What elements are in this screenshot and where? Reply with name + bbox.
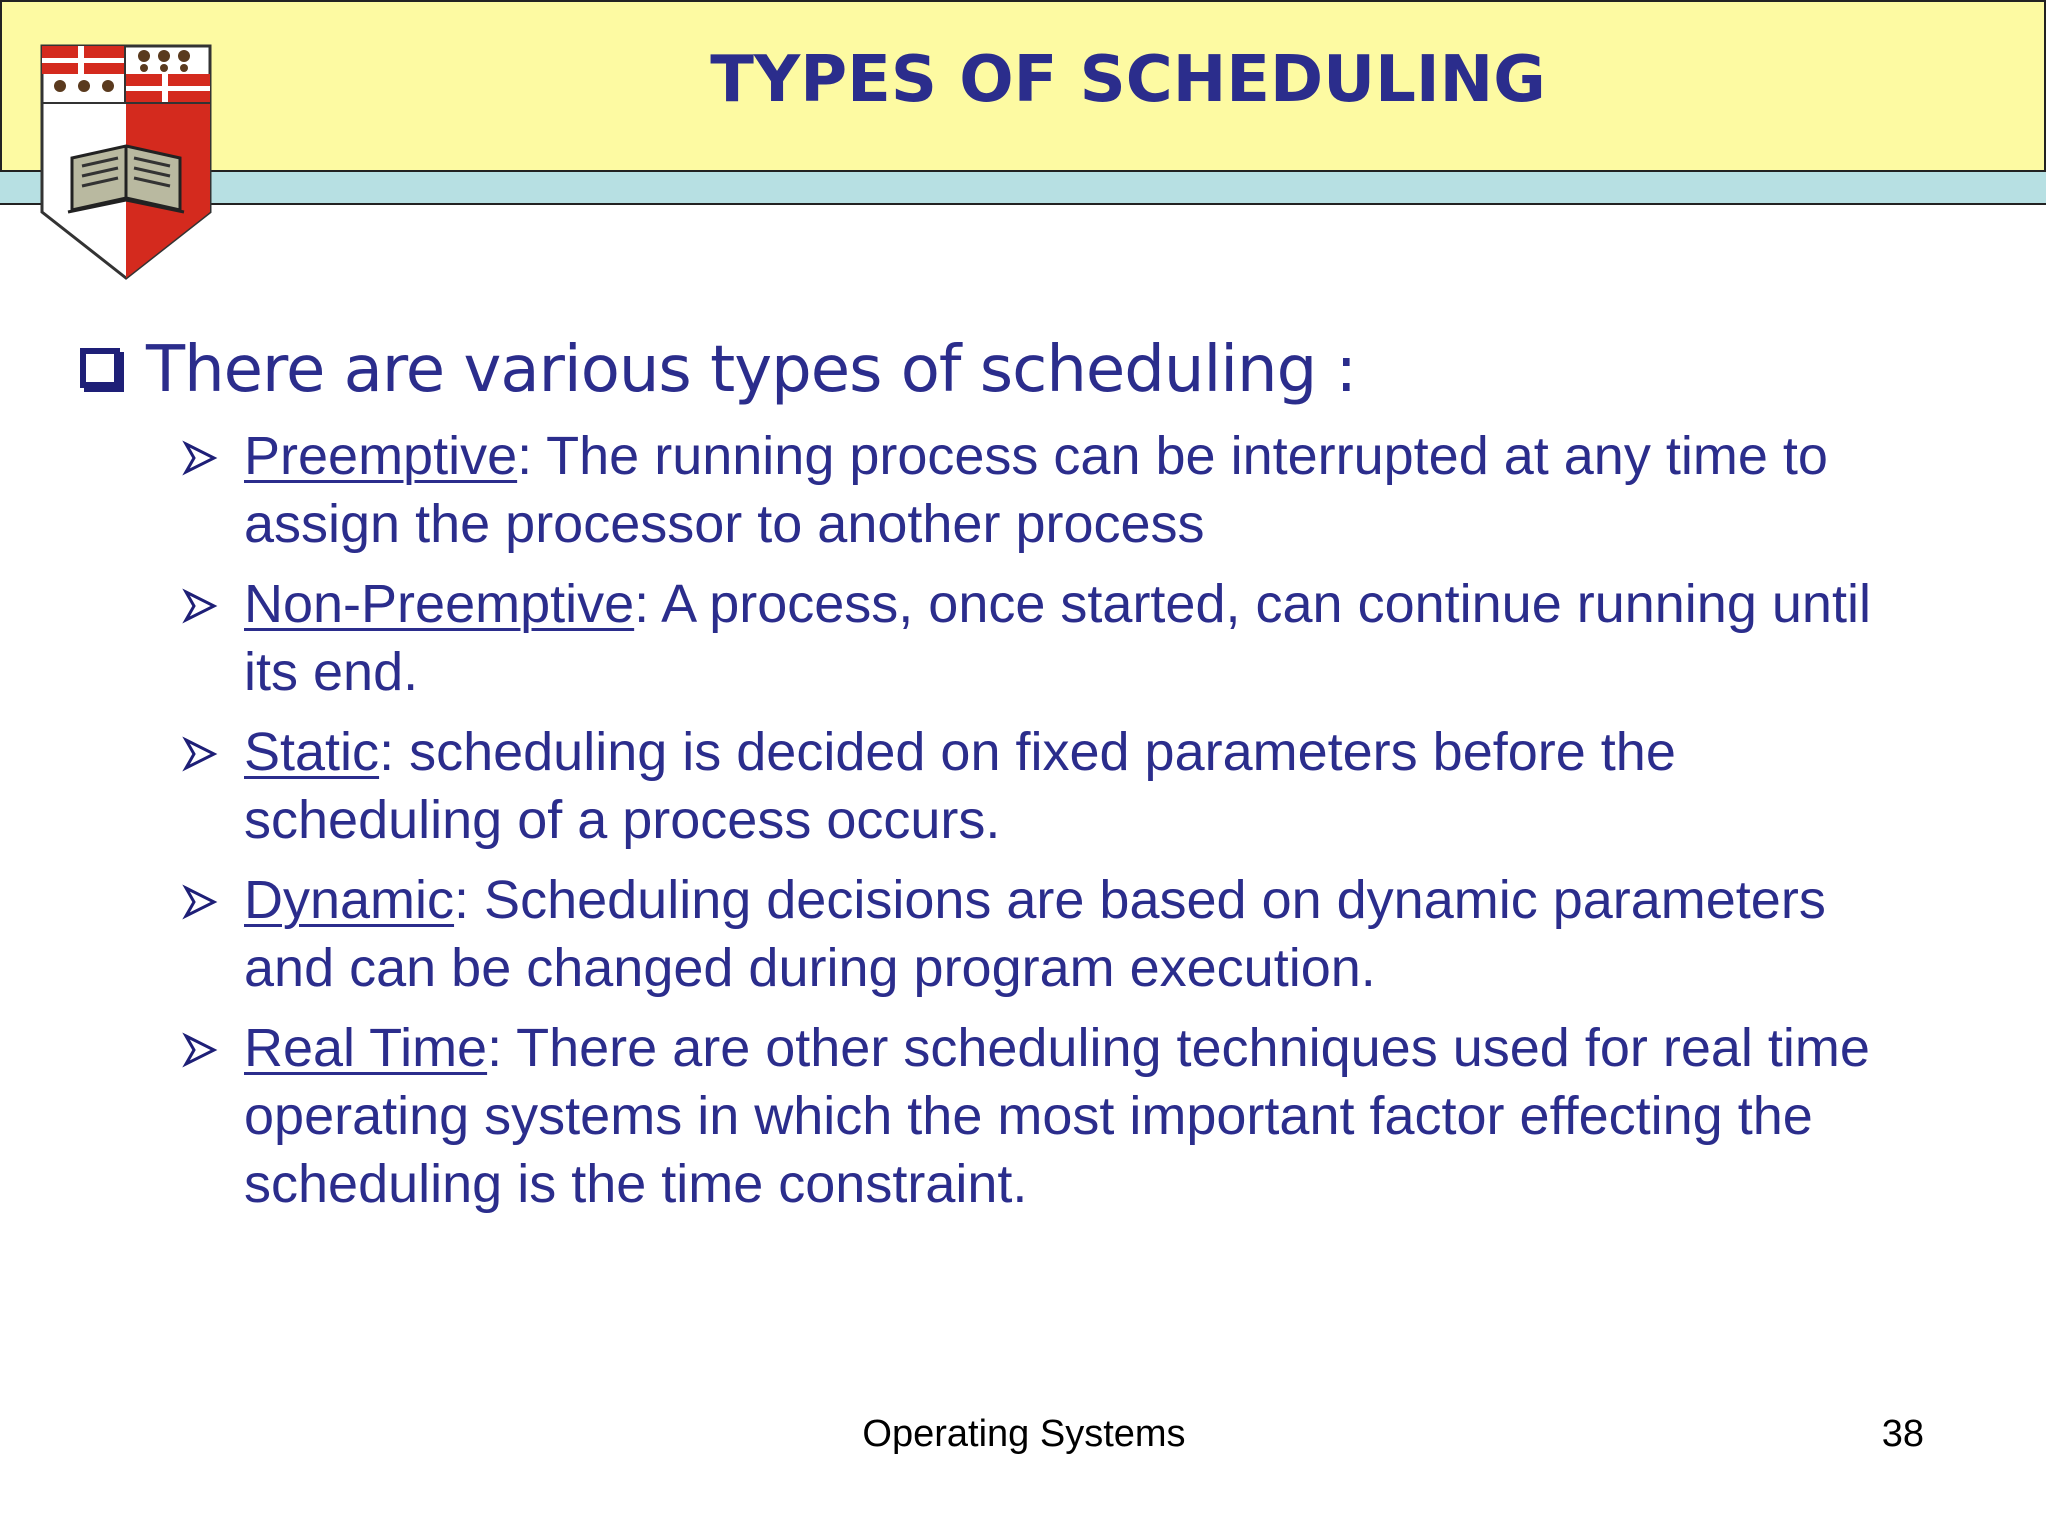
slide-title: TYPES OF SCHEDULING [710,43,1546,117]
square-bullet-icon [80,348,120,388]
list-item-dynamic [180,866,1910,1002]
page-number: 38 [1881,1413,1924,1455]
term-description: : The running process can be interrupted at any time to assign the processor to another process [244,426,1828,554]
arrow-bullet-icon [182,588,218,624]
arrow-bullet-icon [182,736,218,772]
term-label: Real Time [244,1018,488,1078]
term-description: : scheduling is decided on fixed parameters before the scheduling of a process occurs. [244,722,1676,850]
term-description: : A process, once started, can continue running until its end. [244,574,1871,702]
list-item-real-time [180,1014,1910,1218]
arrow-bullet-icon [182,884,218,920]
term-label: Preemptive [244,426,518,486]
university-crest-icon [38,42,218,282]
term-label: Static [244,722,380,782]
title-underline-band [0,170,2046,205]
list-item-static [180,718,1910,854]
term-description: : Scheduling decisions are based on dynamic parameters and can be changed during program execution. [244,870,1826,998]
term-description: : There are other scheduling techniques used for real time operating systems in which the most important factor effecting the scheduling is the time constraint. [244,1018,1870,1214]
arrow-bullet-icon [182,440,218,476]
term-label: Non-Preemptive [244,574,635,634]
intro-bullet [80,330,1356,410]
term-label: Dynamic [244,870,455,930]
list-item-preemptive [180,422,1910,558]
intro-text: There are various types of scheduling : [146,333,1357,407]
scheduling-types-list [180,422,1910,1230]
list-item-non-preemptive [180,570,1910,706]
footer-course-title: Operating Systems [862,1413,1186,1455]
arrow-bullet-icon [182,1032,218,1068]
